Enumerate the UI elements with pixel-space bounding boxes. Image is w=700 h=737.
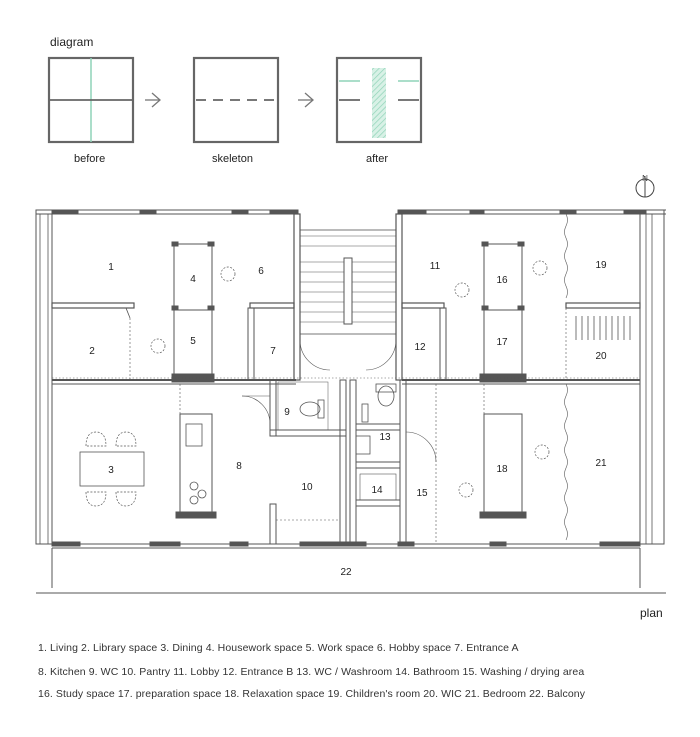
diagram-label-after: after [366, 153, 389, 165]
room-8: 8 [236, 461, 242, 472]
arrow-icon [145, 93, 160, 107]
room-5: 5 [190, 336, 196, 347]
room-1: 1 [108, 262, 114, 273]
room-4: 4 [190, 274, 196, 285]
room-2: 2 [89, 346, 95, 357]
room-18: 18 [496, 464, 508, 475]
plan-title: plan [640, 606, 663, 620]
room-9: 9 [284, 407, 290, 418]
diagram-after [337, 58, 421, 142]
room-14: 14 [371, 485, 383, 496]
room-13: 13 [379, 432, 391, 443]
room-20: 20 [595, 351, 607, 362]
legend-line-1: 1. Living 2. Library space 3. Dining 4. Housework space 5. Work space 6. Hobby space 7. Entrance A [38, 642, 519, 654]
north-label: N [642, 174, 648, 183]
room-16: 16 [496, 275, 508, 286]
plan-walls [36, 210, 666, 593]
arrow-icon [298, 93, 313, 107]
room-21: 21 [595, 458, 607, 469]
room-10: 10 [301, 482, 313, 493]
room-12: 12 [414, 342, 426, 353]
room-22: 22 [340, 567, 352, 578]
room-11: 11 [429, 261, 441, 272]
diagram-skeleton [194, 58, 278, 142]
room-17: 17 [496, 337, 508, 348]
diagram-label-skeleton: skeleton [212, 153, 253, 165]
diagram-title: diagram [50, 35, 94, 49]
diagram-before [49, 58, 133, 142]
diagram-label-before: before [74, 153, 106, 165]
legend-line-3: 16. Study space 17. preparation space 18. Relaxation space 19. Children's room 20. WIC 21. Bedroom 22. Balcony [38, 688, 586, 700]
room-7: 7 [270, 346, 276, 357]
room-6: 6 [258, 266, 264, 277]
room-15: 15 [416, 488, 428, 499]
room-19: 19 [595, 260, 607, 271]
room-3: 3 [108, 465, 114, 476]
legend-line-2: 8. Kitchen 9. WC 10. Pantry 11. Lobby 12. Entrance B 13. WC / Washroom 14. Bathroom 15. Washing / drying area [38, 666, 585, 678]
